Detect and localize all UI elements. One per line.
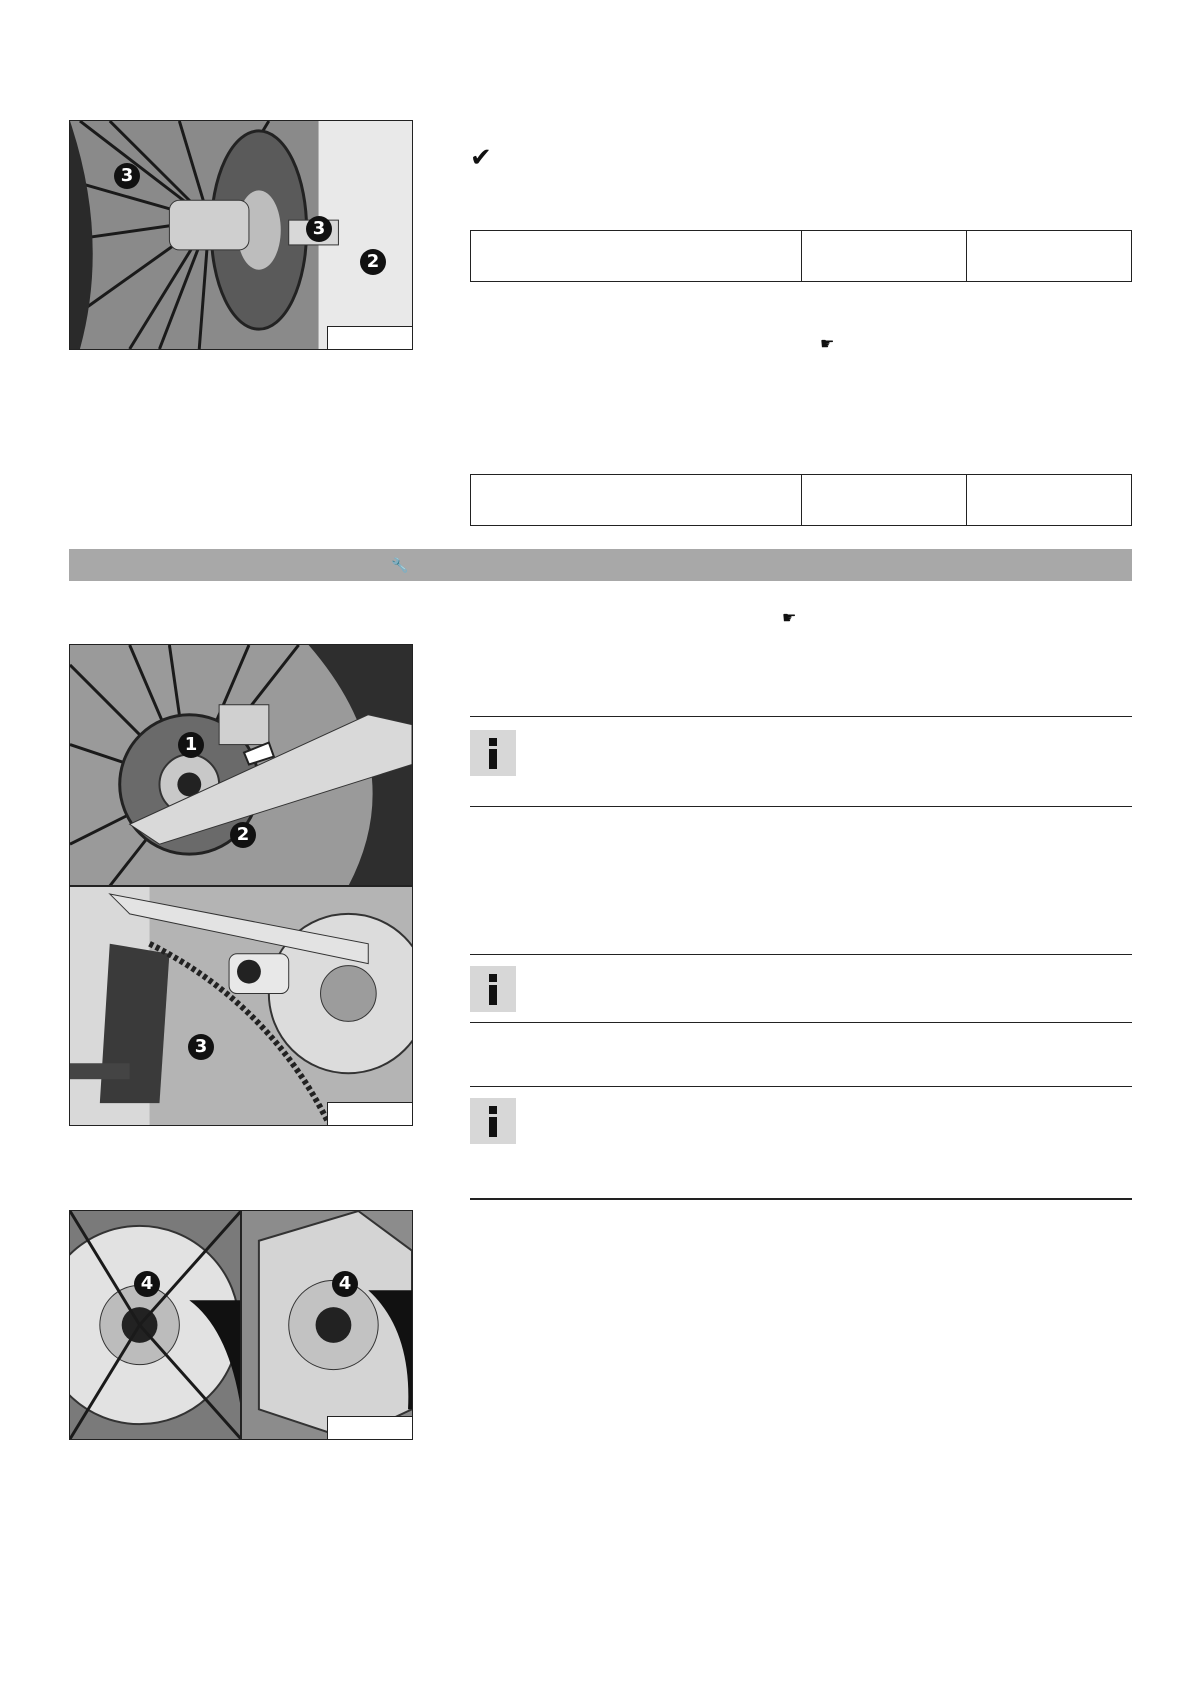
spec-cell: [802, 231, 967, 281]
callout-1: 1: [178, 732, 204, 758]
figure-id-box: [327, 326, 412, 349]
spec-cell: [967, 231, 1131, 281]
info-rule-bottom: [470, 1022, 1132, 1023]
info-rule-bottom: [470, 806, 1132, 807]
rear-wheel-photo: [69, 644, 413, 1126]
spec-cell: [967, 475, 1131, 525]
info-icon: [470, 1098, 516, 1144]
spec-cell: [471, 475, 802, 525]
figure-id-box: [327, 1102, 412, 1125]
wrench-icon: 🔧: [391, 557, 409, 573]
callout-3-left: 3: [114, 163, 140, 189]
hub-spacers-illustration: [70, 1211, 412, 1439]
rear-wheel-illustration: [70, 645, 412, 1125]
callout-2: 2: [360, 249, 386, 275]
info-icon: [470, 966, 516, 1012]
front-wheel-illustration: [70, 121, 412, 349]
spec-table-1: [470, 230, 1132, 282]
hand-pointer-icon: ☛: [782, 610, 797, 627]
front-wheel-photo: [69, 120, 413, 350]
info-rule-top: [470, 716, 1132, 717]
spec-cell: [802, 475, 967, 525]
info-icon: [470, 730, 516, 776]
info-rule-top: [470, 954, 1132, 955]
spec-table-2: [470, 474, 1132, 526]
hand-pointer-icon: ☛: [820, 336, 835, 353]
check-icon: ✔: [470, 142, 492, 172]
callout-3-right: 3: [306, 216, 332, 242]
section-header-bar: [69, 549, 1132, 581]
callout-4-right: 4: [332, 1271, 358, 1297]
callout-2: 2: [230, 822, 256, 848]
callout-3: 3: [188, 1034, 214, 1060]
spec-cell: [471, 231, 802, 281]
hub-spacers-photo: [69, 1210, 413, 1440]
info-rule-top: [470, 1086, 1132, 1087]
callout-4-left: 4: [134, 1271, 160, 1297]
info-rule-bottom: [470, 1198, 1132, 1200]
figure-id-box: [327, 1416, 412, 1439]
